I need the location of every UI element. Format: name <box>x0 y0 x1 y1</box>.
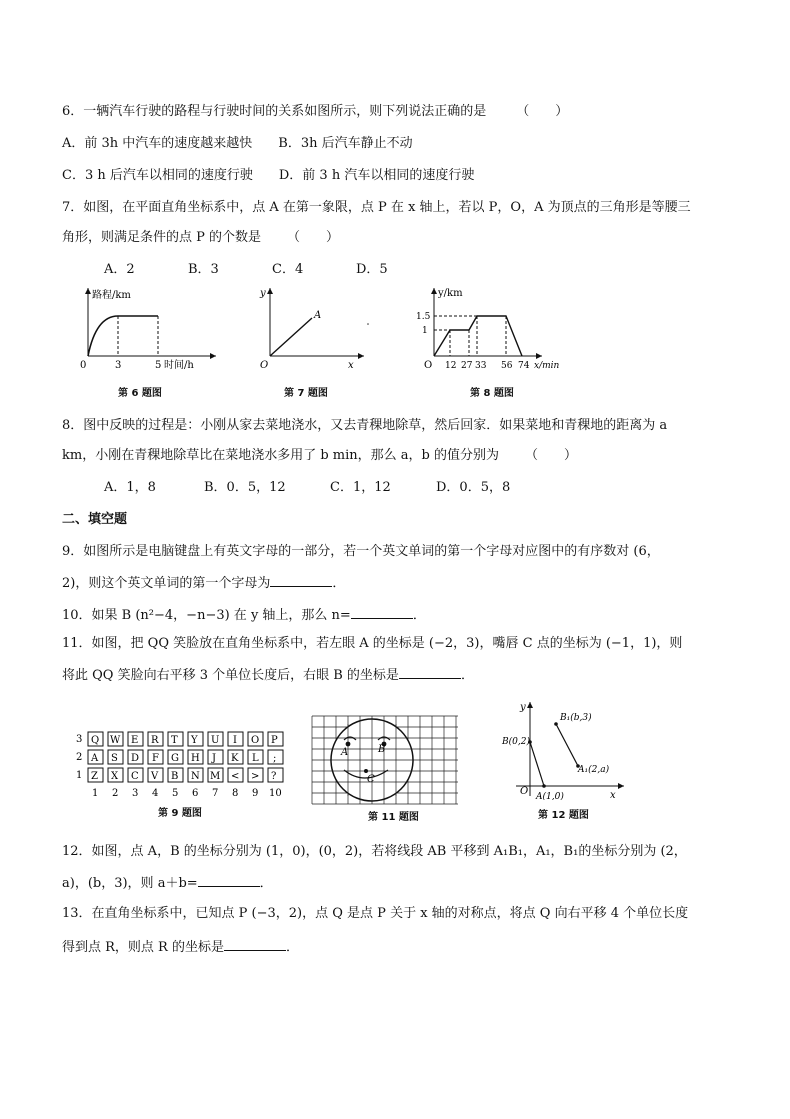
q6-option-b: B．3h 后汽车静止不动 <box>278 136 413 151</box>
fig9-key: Q <box>91 735 100 746</box>
fig9-key: A <box>91 753 99 764</box>
q9-answer-blank[interactable] <box>270 572 332 587</box>
fig6-xlabel: 时间/h <box>164 360 194 371</box>
fig6-tick-3: 3 <box>115 360 122 371</box>
fig9-row-num: 3 <box>76 734 83 745</box>
q6-option-c: C．3 h 后汽车以相同的速度行驶 <box>62 168 253 183</box>
q13-answer-blank[interactable] <box>224 936 286 951</box>
q12-answer-blank[interactable] <box>198 872 260 887</box>
fig9-key: L <box>252 753 259 764</box>
fig9-col-num: 8 <box>232 788 239 799</box>
q6-option-d: D．前 3 h 汽车以相同的速度行驶 <box>278 168 475 183</box>
fig7-caption: 第 7 题图 <box>284 388 328 399</box>
fig9-col-num: 2 <box>112 788 119 799</box>
fig9-key: U <box>211 735 220 746</box>
fig9-col-num: 7 <box>212 788 219 799</box>
fig6-origin: 0 <box>80 360 87 371</box>
fig8-x-tick: 56 <box>501 361 513 371</box>
fig11-smiley <box>310 714 460 806</box>
fig6-y-arrow <box>85 288 91 294</box>
q10-stem: 10．如果 B (n²−4，−n−3) 在 y 轴上，那么 n= ． <box>62 604 426 626</box>
fig6-ylabel: 路程/km <box>92 290 131 301</box>
fig8-x-tick: 12 <box>445 361 457 371</box>
q11-answer-blank[interactable] <box>399 664 461 679</box>
fig8-x-tick: 27 <box>461 361 473 371</box>
fig9-key: S <box>111 753 118 764</box>
fig9-key: ; <box>273 753 277 764</box>
q8-option-d: D．0．5，8 <box>436 480 511 495</box>
fig8-y-arrow <box>431 288 437 294</box>
q6-options-row1 <box>62 134 413 154</box>
fig9-key: R <box>151 735 159 746</box>
fig8-ylabel: y/km <box>438 288 463 299</box>
fig9-key: W <box>110 735 121 746</box>
q7-option-d: D．5 <box>356 262 388 277</box>
fig7-x-label: x <box>348 360 354 371</box>
fig7-segment-oa <box>270 318 312 356</box>
q7-option-c: C．4 <box>272 262 304 277</box>
fig8-y-1-5: 1.5 <box>416 312 431 322</box>
fig12-point-a <box>542 784 546 788</box>
q11-stem-1: 11．如图，把 QQ 笑脸放在直角坐标系中，若左眼 A 的坐标是 (−2，3)，嘴唇 C 点的坐标为 (−1，1)，则 <box>62 636 683 651</box>
fig9-col-num: 1 <box>92 788 99 799</box>
fig9-col-num: 5 <box>172 788 179 799</box>
fig6-tick-5: 5 <box>155 360 162 371</box>
fig9-key: Y <box>191 735 198 746</box>
fig8-origin: O <box>424 360 433 371</box>
fig12-label-b1: B₁(b,3) <box>560 713 592 723</box>
q8-option-b: B．0．5，12 <box>204 480 286 495</box>
fig6-graph <box>78 284 220 382</box>
fig12-x-label: x <box>610 790 616 800</box>
fig9-key: E <box>131 735 139 746</box>
q7-option-a: A．2 <box>104 262 135 277</box>
fig8-x-tick: 33 <box>475 361 487 371</box>
fig12-label-b: B(0,2) <box>502 737 530 747</box>
fig11-label-b: B <box>378 744 386 755</box>
fig9-key: F <box>152 753 159 764</box>
fig9-key: K <box>231 753 239 764</box>
q12-stem-2: a)，(b，3)，则 a＋b= ． <box>62 872 273 894</box>
fig11-caption: 第 11 题图 <box>368 812 419 823</box>
fig9-key: H <box>191 753 200 764</box>
fig12-y-arrow <box>527 702 533 708</box>
fig9-row-2 <box>76 750 283 764</box>
fig9-key: D <box>131 753 140 764</box>
q8-option-a: A．1，8 <box>104 480 156 495</box>
fig12-segment-ab <box>530 742 544 786</box>
fig7-y-label: y <box>260 288 266 299</box>
q9-stem-1: 9．如图所示是电脑键盘上有英文字母的一部分，若一个英文单词的第一个字母对应图中的有序数对 (6， <box>62 544 660 559</box>
fig12-label-a: A(1,0) <box>536 792 564 800</box>
fig12-point-b1 <box>554 722 558 726</box>
q8-option-c: C．1，12 <box>330 480 391 495</box>
q9-stem-2: 2)，则这个英文单词的第一个字母为 ． <box>62 572 345 594</box>
fig11-label-a: A <box>341 747 349 758</box>
fig9-keyboard <box>72 728 292 802</box>
fig11-mouth-point <box>364 769 368 773</box>
fig12-graph <box>500 700 630 800</box>
fig9-caption: 第 9 题图 <box>158 808 202 819</box>
fig9-key: V <box>151 771 159 782</box>
fig12-caption: 第 12 题图 <box>538 810 589 821</box>
fig9-row-num: 1 <box>76 770 83 781</box>
fig6-x-arrow <box>210 353 216 359</box>
fig9-key: Z <box>91 771 98 782</box>
q10-answer-blank[interactable] <box>351 604 413 619</box>
q7-option-b: B．3 <box>188 262 219 277</box>
fig12-y-label: y <box>520 702 526 713</box>
fig9-key: B <box>171 771 179 782</box>
fig9-row-1 <box>76 768 283 782</box>
q13-stem-2: 得到点 R，则点 R 的坐标是 ． <box>62 936 299 958</box>
q6-stem: 6．一辆汽车行驶的路程与行驶时间的关系如图所示，则下列说法正确的是 （ ） <box>62 104 569 119</box>
fig9-key: ? <box>271 771 277 782</box>
fig12-segment-a1b1 <box>556 724 578 766</box>
fig9-row-3 <box>76 732 283 746</box>
fig12-x-arrow <box>618 783 624 789</box>
fig8-graph <box>412 284 572 382</box>
fig6-caption: 第 6 题图 <box>118 388 162 399</box>
fig7-dot <box>367 323 369 325</box>
fig9-col-num: 3 <box>132 788 139 799</box>
fig7-graph <box>252 284 382 382</box>
q7-stem-1: 7．如图，在平面直角坐标系中，点 A 在第一象限，点 P 在 x 轴上，若以 P，O，A 为顶点的三角形是等腰三 <box>62 200 691 215</box>
fig7-point-a: A <box>314 310 322 321</box>
q8-stem-2: km，小刚在青稞地除草比在菜地浇水多用了 b min，那么 a，b 的值分别为 （ ） <box>62 448 578 463</box>
q7-stem-2: 角形，则满足条件的点 P 的个数是 （ ） <box>62 230 340 245</box>
fig9-key: G <box>171 753 179 764</box>
fig9-key: M <box>210 771 221 782</box>
fig9-col-numbers <box>92 788 282 799</box>
fig7-x-arrow <box>358 353 364 359</box>
fig9-key: > <box>251 771 260 782</box>
fig9-key: P <box>271 735 278 746</box>
fig9-key: N <box>191 771 200 782</box>
fig9-col-num: 9 <box>252 788 259 799</box>
q12-stem-1: 12．如图，点 A，B 的坐标分别为 (1，0)，(0，2)，若将线段 AB 平移到 A₁B₁，A₁，B₁的坐标分别为 (2， <box>62 844 687 859</box>
q6-option-a: A．前 3h 中汽车的速度越来越快 <box>62 136 253 151</box>
fig8-caption: 第 8 题图 <box>470 388 514 399</box>
fig7-y-arrow <box>267 288 273 294</box>
fig12-origin: O <box>520 786 529 797</box>
section-heading: 二、填空题 <box>62 512 128 527</box>
fig11-label-c: C <box>367 774 375 785</box>
fig12-label-a1: A₁(2,a) <box>578 765 610 775</box>
fig9-key: I <box>233 735 237 746</box>
fig6-curve <box>88 316 118 356</box>
fig9-col-num: 4 <box>152 788 159 799</box>
fig8-path <box>434 316 522 356</box>
fig8-x-arrow <box>536 353 542 359</box>
fig7-origin: O <box>260 360 269 371</box>
fig9-key: T <box>171 735 178 746</box>
fig11-left-eye <box>346 742 351 747</box>
fig9-key: < <box>231 771 240 782</box>
fig8-x-tick: 74 <box>518 361 530 371</box>
fig9-key: X <box>111 771 119 782</box>
fig9-row-num: 2 <box>76 752 83 763</box>
fig8-y-1: 1 <box>422 326 428 336</box>
fig8-xlabel: x/min <box>534 361 560 371</box>
fig9-col-num: 6 <box>192 788 199 799</box>
fig9-key: O <box>251 735 260 746</box>
q8-stem-1: 8．图中反映的过程是：小刚从家去菜地浇水，又去青稞地除草，然后回家．如果菜地和青稞地的距离为 a <box>62 418 668 433</box>
q13-stem-1: 13．在直角坐标系中，已知点 P (−3，2)，点 Q 是点 P 关于 x 轴的对称点，将点 Q 向右平移 4 个单位长度 <box>62 906 689 921</box>
fig9-col-num: 10 <box>269 788 282 799</box>
q11-stem-2: 将此 QQ 笑脸向右平移 3 个单位长度后，右眼 B 的坐标是 ． <box>62 664 474 686</box>
fig9-key: J <box>212 753 217 764</box>
fig9-key: C <box>131 771 139 782</box>
q6-options-row2 <box>62 166 474 186</box>
